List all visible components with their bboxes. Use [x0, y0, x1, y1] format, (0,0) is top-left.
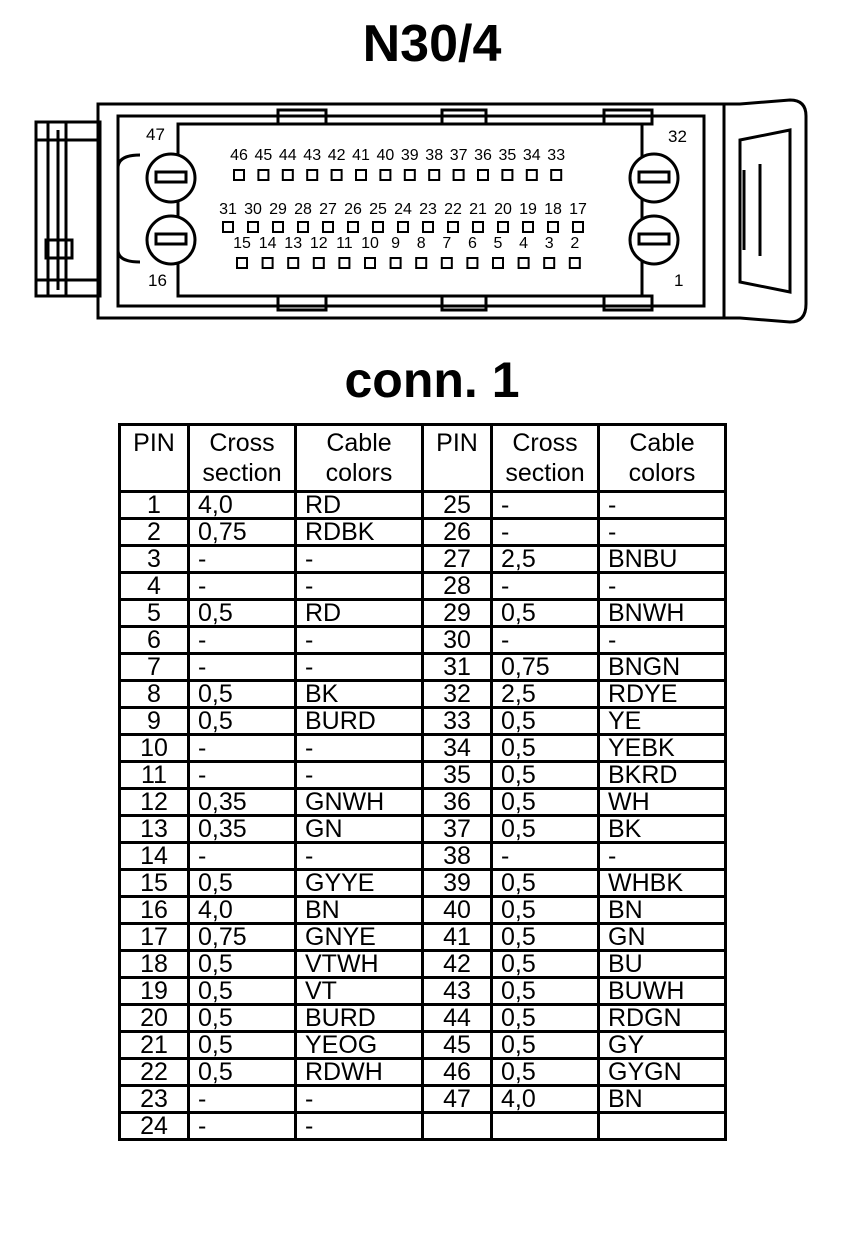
cross-section-cell: -: [189, 546, 296, 573]
cable-color-cell: -: [296, 843, 423, 870]
cross-section-cell: 0,5: [492, 1032, 599, 1059]
pin-label: 30: [244, 201, 262, 218]
header-cross-section: Cross section: [492, 425, 599, 492]
pin-label: 19: [519, 201, 537, 218]
pin-cell: 27: [423, 546, 492, 573]
corner-label-bottom-left: 16: [148, 271, 167, 290]
table-row: [120, 897, 726, 924]
left-latch: [36, 122, 100, 296]
pin-socket: [473, 222, 483, 232]
pin-socket: [454, 170, 464, 180]
cable-color-cell: VT: [296, 978, 423, 1005]
cable-color-cell: RDYE: [599, 681, 726, 708]
cable-color-cell: BUWH: [599, 978, 726, 1005]
cable-color-cell: -: [296, 627, 423, 654]
pin-label: 42: [327, 147, 346, 164]
pin-cell: 4: [120, 573, 189, 600]
cross-section-cell: 0,5: [492, 978, 599, 1005]
cable-color-cell: -: [599, 573, 726, 600]
pin-socket: [288, 258, 298, 268]
pin-socket: [258, 170, 268, 180]
pin-socket: [332, 170, 342, 180]
pin-cell: 41: [423, 924, 492, 951]
cross-section-cell: 0,5: [189, 681, 296, 708]
pin-cell: 43: [423, 978, 492, 1005]
cable-color-cell: BURD: [296, 708, 423, 735]
pin-cell: 37: [423, 816, 492, 843]
cross-section-cell: -: [492, 573, 599, 600]
cable-color-cell: -: [296, 1086, 423, 1113]
connector-diagram: [0, 96, 864, 336]
table-row: [120, 708, 726, 735]
pin-socket: [478, 170, 488, 180]
pin-socket: [570, 258, 580, 268]
cross-section-cell: 0,5: [492, 735, 599, 762]
cross-section-cell: -: [492, 627, 599, 654]
cable-color-cell: -: [296, 573, 423, 600]
pin-label: 34: [522, 147, 541, 164]
cross-section-cell: 0,5: [492, 870, 599, 897]
corner-label-bottom-right: 1: [674, 271, 684, 290]
pin-socket: [519, 258, 529, 268]
cable-color-cell: RD: [296, 600, 423, 627]
cable-color-cell: GYGN: [599, 1059, 726, 1086]
cable-color-cell: BKRD: [599, 762, 726, 789]
cross-section-cell: 0,5: [492, 816, 599, 843]
cross-section-cell: 0,35: [189, 816, 296, 843]
pin-cell: 28: [423, 573, 492, 600]
pin-socket: [493, 258, 503, 268]
pin-grid: [219, 147, 587, 268]
cross-section-cell: 0,5: [492, 1059, 599, 1086]
pin-cell: 2: [120, 519, 189, 546]
pin-cell: 6: [120, 627, 189, 654]
pin-label: 39: [400, 147, 419, 164]
table-row: [120, 1113, 726, 1140]
pin-cell: 23: [120, 1086, 189, 1113]
pin-socket: [234, 170, 244, 180]
cross-section-cell: 0,5: [189, 1005, 296, 1032]
pin-label: 18: [544, 201, 562, 218]
pin-socket: [523, 222, 533, 232]
cable-color-cell: -: [599, 519, 726, 546]
cross-section-cell: [492, 1113, 599, 1140]
cable-color-cell: -: [296, 546, 423, 573]
cable-color-cell: -: [296, 762, 423, 789]
table-row: [120, 654, 726, 681]
cross-section-cell: 0,5: [492, 789, 599, 816]
cable-color-cell: WH: [599, 789, 726, 816]
table-row: [120, 762, 726, 789]
cross-section-cell: 0,5: [189, 600, 296, 627]
pin-label: 12: [309, 235, 328, 252]
pin-socket: [339, 258, 349, 268]
cable-color-cell: BN: [296, 897, 423, 924]
pin-cell: 1: [120, 492, 189, 519]
table-row: [120, 1032, 726, 1059]
cable-color-cell: BU: [599, 951, 726, 978]
cross-section-cell: -: [189, 735, 296, 762]
cross-section-cell: 0,5: [492, 762, 599, 789]
cross-section-cell: 0,5: [189, 978, 296, 1005]
cross-section-cell: 0,5: [492, 924, 599, 951]
pin-cell: 9: [120, 708, 189, 735]
pin-label: 26: [344, 201, 362, 218]
pin-label: 14: [258, 235, 277, 252]
header-pin: PIN: [120, 425, 189, 492]
cable-color-cell: YEOG: [296, 1032, 423, 1059]
pin-socket: [429, 170, 439, 180]
pin-socket: [405, 170, 415, 180]
cross-section-cell: 0,5: [492, 708, 599, 735]
pin-socket: [544, 258, 554, 268]
pin-label: 4: [519, 235, 529, 252]
page-title: N30/4: [362, 15, 502, 73]
pin-cell: 8: [120, 681, 189, 708]
pin-cell: 15: [120, 870, 189, 897]
pin-label: 24: [394, 201, 412, 218]
cross-section-cell: -: [189, 627, 296, 654]
pin-cell: 31: [423, 654, 492, 681]
pin-socket: [348, 222, 358, 232]
pin-socket: [307, 170, 317, 180]
pin-socket: [356, 170, 366, 180]
pin-label: 33: [547, 147, 566, 164]
cross-section-cell: 0,5: [189, 870, 296, 897]
pin-cell: 20: [120, 1005, 189, 1032]
pin-cell: 40: [423, 897, 492, 924]
cable-color-cell: BN: [599, 1086, 726, 1113]
cable-color-cell: GN: [296, 816, 423, 843]
cable-color-cell: YE: [599, 708, 726, 735]
pin-cell: 47: [423, 1086, 492, 1113]
pin-cell: 45: [423, 1032, 492, 1059]
pin-label: 5: [493, 235, 503, 252]
header-pin: PIN: [423, 425, 492, 492]
pin-cell: 18: [120, 951, 189, 978]
pin-socket: [298, 222, 308, 232]
table-row: [120, 681, 726, 708]
pin-socket: [323, 222, 333, 232]
table-row: [120, 492, 726, 519]
pin-cell: 42: [423, 951, 492, 978]
cross-section-cell: 0,5: [189, 708, 296, 735]
cable-color-cell: GYYE: [296, 870, 423, 897]
pin-label: 22: [444, 201, 462, 218]
pin-label: 45: [254, 147, 273, 164]
pin-socket: [237, 258, 247, 268]
corner-label-top-right: 32: [668, 127, 687, 146]
cable-color-cell: -: [296, 735, 423, 762]
table-row: [120, 843, 726, 870]
pin-cell: 13: [120, 816, 189, 843]
cross-section-cell: 0,75: [189, 924, 296, 951]
table-row: [120, 951, 726, 978]
pin-label: 7: [442, 235, 452, 252]
pin-cell: 30: [423, 627, 492, 654]
pin-cell: 46: [423, 1059, 492, 1086]
pin-socket: [263, 258, 273, 268]
pin-label: 15: [233, 235, 251, 252]
table-row: [120, 1086, 726, 1113]
pin-cell: 34: [423, 735, 492, 762]
pin-cell: 17: [120, 924, 189, 951]
cable-color-cell: RDBK: [296, 519, 423, 546]
cable-color-cell: -: [599, 843, 726, 870]
pin-cell: 14: [120, 843, 189, 870]
cross-section-cell: -: [189, 843, 296, 870]
pin-label: 6: [467, 235, 477, 252]
cross-section-cell: -: [492, 492, 599, 519]
cable-color-cell: BNGN: [599, 654, 726, 681]
pin-socket: [398, 222, 408, 232]
pin-table: [118, 423, 727, 1141]
cable-color-cell: GY: [599, 1032, 726, 1059]
pin-socket: [416, 258, 426, 268]
pin-label: 27: [319, 201, 337, 218]
cable-color-cell: -: [599, 492, 726, 519]
pin-label: 35: [498, 147, 517, 164]
pin-socket: [283, 170, 293, 180]
pin-socket: [373, 222, 383, 232]
table-row: [120, 789, 726, 816]
cross-section-cell: -: [189, 762, 296, 789]
cross-section-cell: 0,5: [189, 951, 296, 978]
corner-label-top-left: 47: [146, 125, 165, 144]
pin-cell: 24: [120, 1113, 189, 1140]
pin-label: 11: [336, 235, 353, 252]
pin-label: 17: [569, 201, 587, 218]
pin-socket: [365, 258, 375, 268]
pin-cell: 39: [423, 870, 492, 897]
cable-color-cell: GN: [599, 924, 726, 951]
cross-section-cell: -: [189, 654, 296, 681]
pin-label: 46: [230, 147, 248, 164]
pin-label: 38: [425, 147, 444, 164]
table-row: [120, 519, 726, 546]
table-row: [120, 573, 726, 600]
pin-label: 2: [570, 235, 580, 252]
pin-socket: [442, 258, 452, 268]
pin-cell: 33: [423, 708, 492, 735]
pin-socket: [423, 222, 433, 232]
pin-label: 3: [544, 235, 554, 252]
cable-color-cell: -: [599, 627, 726, 654]
table-row: [120, 735, 726, 762]
cross-section-cell: -: [189, 1086, 296, 1113]
pin-socket: [314, 258, 324, 268]
pin-label: 13: [284, 235, 303, 252]
cross-section-cell: -: [189, 573, 296, 600]
pin-label: 43: [303, 147, 322, 164]
pin-label: 37: [449, 147, 468, 164]
cable-color-cell: VTWH: [296, 951, 423, 978]
pin-label: 28: [294, 201, 312, 218]
pin-cell: 25: [423, 492, 492, 519]
table-row: [120, 627, 726, 654]
cross-section-cell: 0,75: [492, 654, 599, 681]
cross-section-cell: 4,0: [189, 492, 296, 519]
cross-section-cell: 2,5: [492, 681, 599, 708]
pin-cell: 16: [120, 897, 189, 924]
pin-socket: [548, 222, 558, 232]
pin-label: 8: [416, 235, 426, 252]
header-cable-colors: Cable colors: [296, 425, 423, 492]
cross-section-cell: 0,5: [189, 1059, 296, 1086]
pin-cell: 12: [120, 789, 189, 816]
pin-cell: 19: [120, 978, 189, 1005]
pin-cell: 11: [120, 762, 189, 789]
pin-cell: 21: [120, 1032, 189, 1059]
pin-socket: [573, 222, 583, 232]
pin-label: 9: [391, 235, 401, 252]
pin-socket: [380, 170, 390, 180]
cable-color-cell: RD: [296, 492, 423, 519]
cable-color-cell: BNWH: [599, 600, 726, 627]
table-row: [120, 816, 726, 843]
table-row: [120, 978, 726, 1005]
pin-socket: [527, 170, 537, 180]
table-row: [120, 924, 726, 951]
cross-section-cell: 0,5: [189, 1032, 296, 1059]
cross-section-cell: 0,75: [189, 519, 296, 546]
pin-socket: [223, 222, 233, 232]
cable-color-cell: WHBK: [599, 870, 726, 897]
cross-section-cell: 4,0: [189, 897, 296, 924]
header-cable-colors: Cable colors: [599, 425, 726, 492]
cable-color-cell: -: [296, 1113, 423, 1140]
pin-cell: 3: [120, 546, 189, 573]
cable-color-cell: BN: [599, 897, 726, 924]
pin-cell: 26: [423, 519, 492, 546]
table-row: [120, 870, 726, 897]
pin-cell: 35: [423, 762, 492, 789]
pin-label: 41: [352, 147, 370, 164]
pin-cell: 38: [423, 843, 492, 870]
table-row: [120, 1005, 726, 1032]
pin-cell: 29: [423, 600, 492, 627]
cross-section-cell: 2,5: [492, 546, 599, 573]
cross-section-cell: -: [492, 843, 599, 870]
pin-cell: 32: [423, 681, 492, 708]
table-body: [120, 492, 726, 1140]
table-header-row: [120, 425, 726, 492]
pin-label: 40: [376, 147, 395, 164]
pin-socket: [467, 258, 477, 268]
pin-cell: 22: [120, 1059, 189, 1086]
table-row: [120, 600, 726, 627]
pin-label: 20: [494, 201, 512, 218]
cross-section-cell: 4,0: [492, 1086, 599, 1113]
cross-section-cell: 0,5: [492, 600, 599, 627]
cross-section-cell: 0,5: [492, 897, 599, 924]
pin-label: 31: [219, 201, 237, 218]
cable-color-cell: RDWH: [296, 1059, 423, 1086]
cross-section-cell: 0,5: [492, 1005, 599, 1032]
cross-section-cell: 0,35: [189, 789, 296, 816]
cross-section-cell: -: [189, 1113, 296, 1140]
pin-socket: [391, 258, 401, 268]
cable-color-cell: RDGN: [599, 1005, 726, 1032]
pin-label: 44: [278, 147, 297, 164]
pin-label: 29: [269, 201, 287, 218]
pin-label: 10: [361, 235, 379, 252]
table-row: [120, 1059, 726, 1086]
table-row: [120, 546, 726, 573]
pin-socket: [502, 170, 512, 180]
pin-label: 25: [369, 201, 387, 218]
pin-socket: [273, 222, 283, 232]
pin-cell: 10: [120, 735, 189, 762]
header-cross-section: Cross section: [189, 425, 296, 492]
cable-color-cell: GNYE: [296, 924, 423, 951]
pin-cell: 5: [120, 600, 189, 627]
pin-label: 23: [419, 201, 437, 218]
cross-section-cell: -: [492, 519, 599, 546]
cable-color-cell: BK: [599, 816, 726, 843]
pin-socket: [248, 222, 258, 232]
cable-color-cell: [599, 1113, 726, 1140]
pin-cell: 7: [120, 654, 189, 681]
cable-color-cell: BK: [296, 681, 423, 708]
cable-color-cell: GNWH: [296, 789, 423, 816]
right-latch: [724, 100, 806, 322]
cable-color-cell: -: [296, 654, 423, 681]
cable-color-cell: YEBK: [599, 735, 726, 762]
connector-title: conn. 1: [344, 352, 520, 408]
pin-socket: [498, 222, 508, 232]
pin-socket: [448, 222, 458, 232]
pin-socket: [551, 170, 561, 180]
cable-color-cell: BURD: [296, 1005, 423, 1032]
pin-cell: 36: [423, 789, 492, 816]
pin-cell: [423, 1113, 492, 1140]
pin-label: 36: [474, 147, 492, 164]
cable-color-cell: BNBU: [599, 546, 726, 573]
pin-label: 21: [469, 201, 487, 218]
cross-section-cell: 0,5: [492, 951, 599, 978]
pin-cell: 44: [423, 1005, 492, 1032]
